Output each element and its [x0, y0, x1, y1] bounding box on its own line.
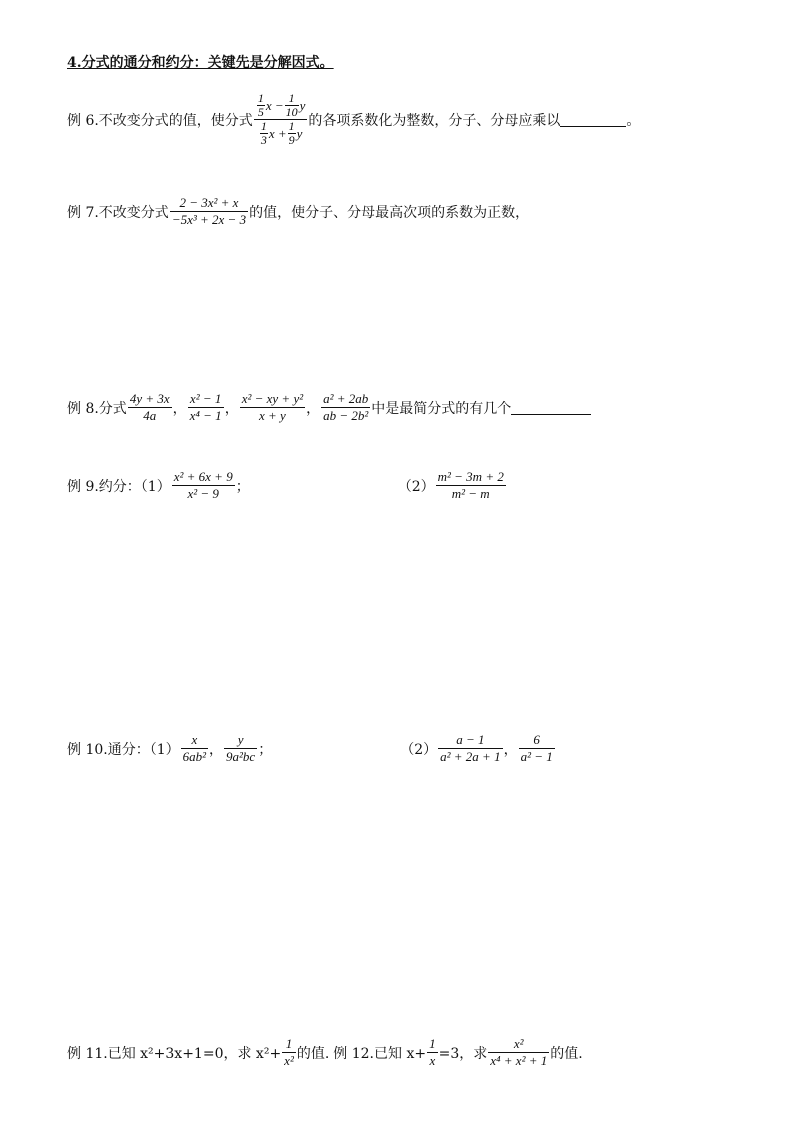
- ex10-semicolon: ；: [258, 741, 273, 758]
- ex8-f3-den: x + y: [258, 408, 286, 423]
- ex11-f-den: x²: [284, 1053, 294, 1068]
- ex9-p1-den: x² − 9: [187, 486, 219, 501]
- ex9-prefix: 例 9.约分：（1）: [67, 478, 171, 495]
- ex6-coef-1-10-num: 1: [288, 91, 295, 105]
- ex10-sep-1: ，: [209, 741, 224, 758]
- ex8-f3-num: x² − xy + y²: [241, 391, 304, 406]
- ex10-a-den: 6ab²: [182, 749, 207, 764]
- ex12-mid: =3，求: [438, 1045, 488, 1062]
- example-6: [67, 92, 640, 147]
- ex8-sep-2: ，: [224, 400, 239, 417]
- ex7-numerator: 2 − 3x² + x: [179, 195, 239, 210]
- ex10-fraction-c: [438, 732, 502, 765]
- ex8-sep-1: ，: [172, 400, 187, 417]
- ex6-coef-1-3: [260, 120, 268, 147]
- ex6-coef-1-9-num: 1: [288, 119, 295, 133]
- ex8-fraction-3: [240, 391, 305, 424]
- ex11-prefix: 例 11.已知 x²+3x+1=0，求 x²+: [67, 1045, 282, 1062]
- ex8-answer-blank[interactable]: [511, 400, 591, 415]
- ex10-b-den: 9a²bc: [226, 749, 256, 764]
- ex10-fraction-a: [181, 732, 208, 765]
- ex12-g-den: x: [429, 1053, 436, 1068]
- ex9-p2-num: m² − 3m + 2: [437, 469, 504, 484]
- ex6-den-mid: x +: [268, 125, 287, 141]
- ex12-prefix: 例 12.已知 x+: [333, 1045, 427, 1062]
- ex8-fraction-4: [321, 391, 370, 424]
- ex6-prefix: 例 6.不改变分式的值，使分式: [67, 112, 253, 129]
- ex6-coef-1-10: [285, 92, 299, 119]
- ex12-g-num: 1: [429, 1036, 436, 1051]
- example-11-12: [67, 1036, 583, 1069]
- ex7-prefix: 例 7.不改变分式: [67, 204, 169, 221]
- ex6-answer-blank[interactable]: [560, 112, 626, 127]
- ex9-part-2-label: （2）: [397, 478, 435, 495]
- ex10-prefix: 例 10.通分：（1）: [67, 741, 180, 758]
- ex10-b-num: y: [237, 732, 244, 747]
- ex10-c-num: a − 1: [456, 732, 485, 747]
- ex6-coef-1-10-den: 10: [285, 105, 298, 119]
- section-title: 4.分式的通分和约分：关键先是分解因式。: [67, 55, 334, 71]
- ex6-denominator: [257, 120, 305, 147]
- ex6-coef-1-9-den: 9: [288, 133, 295, 147]
- ex6-num-end: y: [299, 97, 306, 113]
- ex9-fraction-2: [436, 469, 506, 502]
- ex8-f2-num: x² − 1: [189, 391, 222, 406]
- ex7-suffix: 的值，使分子、分母最高次项的系数为正数，: [249, 204, 530, 221]
- ex6-coef-1-3-num: 1: [260, 119, 267, 133]
- ex8-sep-3: ，: [306, 400, 321, 417]
- ex10-d-num: 6: [533, 732, 540, 747]
- ex9-p2-den: m² − m: [451, 486, 490, 501]
- ex12-fraction-2: [488, 1036, 549, 1069]
- ex8-f4-den: ab − 2b²: [323, 408, 369, 423]
- ex6-end: 。: [626, 112, 641, 129]
- ex9-fraction-1: [172, 469, 235, 502]
- ex9-p1-num: x² + 6x + 9: [173, 469, 233, 484]
- ex12-fraction-1: [427, 1036, 438, 1069]
- example-10: [67, 732, 556, 765]
- example-7: [67, 195, 529, 228]
- ex6-complex-fraction: [254, 92, 308, 147]
- ex6-suffix: 的各项系数化为整数，分子、分母应乘以: [308, 112, 561, 129]
- ex6-coef-1-3-den: 3: [260, 133, 267, 147]
- ex10-d-den: a² − 1: [520, 749, 553, 764]
- ex8-f4-num: a² + 2ab: [323, 391, 369, 406]
- ex10-fraction-b: [224, 732, 257, 765]
- ex8-prefix: 例 8.分式: [67, 400, 127, 417]
- ex10-part-2-label: （2）: [400, 741, 438, 758]
- ex8-fraction-1: [128, 391, 172, 424]
- ex10-c-den: a² + 2a + 1: [440, 749, 501, 764]
- example-9: [67, 469, 507, 502]
- ex11-fraction: [282, 1036, 296, 1069]
- ex11-f-num: 1: [285, 1036, 293, 1051]
- ex12-end: 的值.: [550, 1045, 583, 1062]
- ex10-fraction-d: [519, 732, 555, 765]
- ex6-den-end: y: [296, 125, 303, 141]
- example-8: [67, 391, 591, 424]
- ex9-semicolon: ；: [235, 478, 250, 495]
- ex8-f1-den: 4a: [143, 408, 157, 423]
- ex6-coef-1-9: [288, 120, 296, 147]
- ex10-a-num: x: [191, 732, 198, 747]
- ex6-coef-1-5-den: 5: [257, 105, 264, 119]
- ex8-fraction-2: [188, 391, 224, 424]
- ex6-numerator: [254, 92, 308, 119]
- ex8-f1-num: 4y + 3x: [129, 391, 170, 406]
- ex6-num-mid: x −: [265, 97, 284, 113]
- ex12-h-den: x⁴ + x² + 1: [490, 1053, 548, 1068]
- ex10-sep-2: ，: [503, 741, 518, 758]
- ex6-coef-1-5: [257, 92, 265, 119]
- ex7-fraction: [170, 195, 248, 228]
- ex12-h-num: x²: [513, 1036, 524, 1051]
- ex7-denominator: −5x³ + 2x − 3: [171, 212, 247, 227]
- ex8-f2-den: x⁴ − 1: [189, 408, 222, 423]
- ex8-suffix: 中是最简分式的有几个: [371, 400, 512, 417]
- ex6-coef-1-5-num: 1: [257, 91, 264, 105]
- ex11-suffix: 的值.: [296, 1045, 330, 1062]
